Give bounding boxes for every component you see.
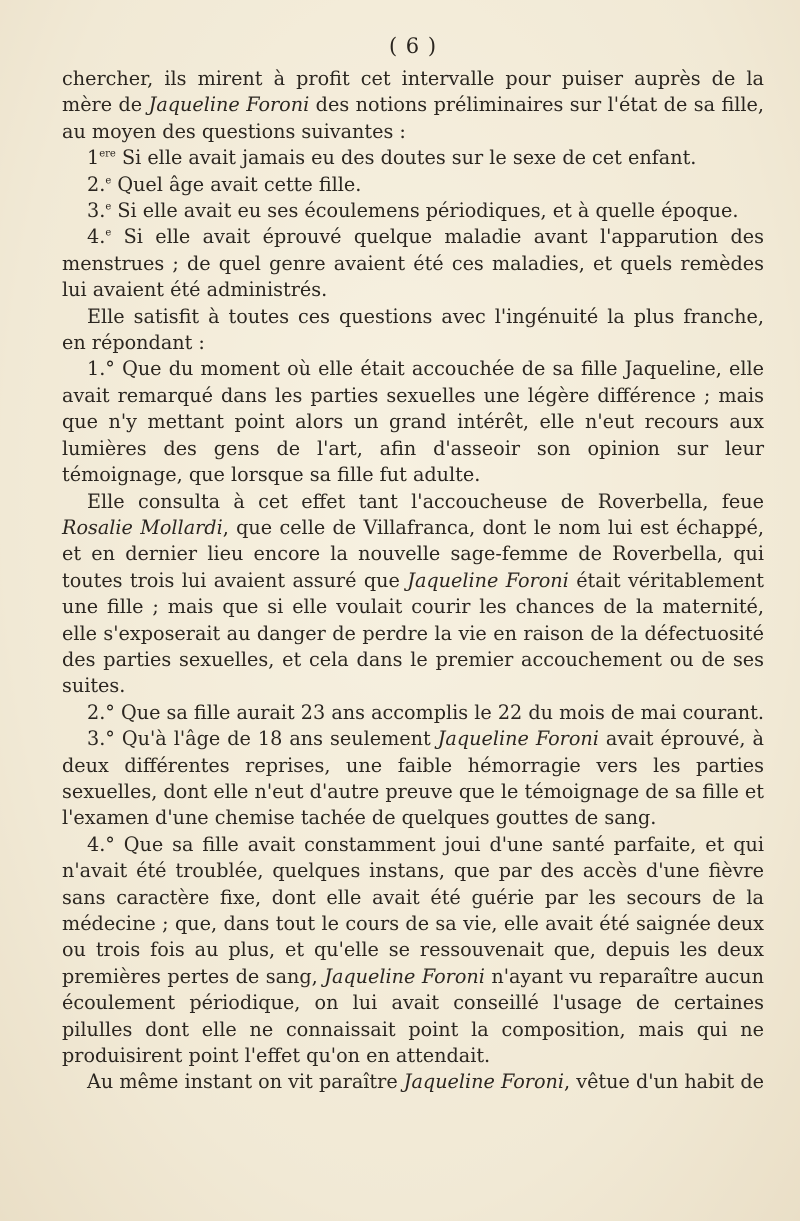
paragraph — [62, 224, 764, 303]
text-run: Elle consulta à cet effet tant l'accoucheuse de Roverbella, feue — [87, 489, 764, 513]
text-run: Au même instant on vit paraître — [87, 1070, 404, 1094]
text-run: chercher, ils mirent à profit cet intervalle pour puiser auprès de la mère de — [62, 67, 764, 117]
paragraph — [62, 304, 764, 357]
ordinal-superscript: ere — [99, 148, 116, 160]
paragraph — [62, 1069, 764, 1095]
text-run: Si elle avait éprouvé quelque maladie avant l'apparution des menstrues ; de quel genre avaient été ces maladies, et quels remèdes lui avaient été administrés. — [62, 225, 764, 302]
ordinal-superscript: e — [105, 175, 112, 187]
text-run: des notions préliminaires sur l'état de sa fille, au moyen des questions suivantes : — [62, 93, 765, 143]
text-run: était véritablement une fille ; mais que si elle voulait courir les chances de la maternité, elle s'exposerait au danger de perdre la vie en raison de la défectuosité des parties sexuelles, et cela dans le premier accouchement ou de ses suites. — [62, 568, 764, 698]
ordinal-superscript: e — [105, 228, 112, 240]
text-run: Quel âge avait cette fille. — [111, 172, 362, 196]
question-item — [62, 198, 764, 224]
text-run: n'ayant vu reparaître aucun écoulement périodique, on lui avait conseillé l'usage de certaines pilulles dont elle ne connaissait point la composition, mais qui ne produisirent point l'effet qu'on en attendait. — [62, 964, 765, 1068]
italic-name: Jaqueline Foroni — [148, 93, 310, 117]
italic-name: Jaqueline Foroni — [324, 964, 485, 988]
italic-name: Rosalie Mollardi — [62, 515, 223, 539]
text-run: 4. — [87, 225, 106, 249]
italic-name: Jaqueline Foroni — [403, 1070, 565, 1094]
paragraph — [62, 356, 764, 488]
page-body-text — [62, 66, 764, 1096]
italic-name: Jaqueline Foroni — [437, 727, 599, 751]
italic-name: Jaqueline Foroni — [407, 568, 569, 592]
text-run: avait éprouvé, à deux différentes reprises, une faible hémorragie vers les parties sexuelles, dont elle n'eut d'autre preuve que le témoignage de sa fille et l'examen d'une chemise tachée de quelques gouttes de sang. — [62, 727, 764, 830]
text-run: , vêtue d'un habit de — [564, 1070, 764, 1094]
ordinal-superscript: e — [105, 201, 112, 213]
text-run: 2.° Que sa fille aurait 23 ans accomplis le 22 du mois de mai courant. — [87, 700, 764, 724]
text-run: Si elle avait eu ses écoulemens périodiques, et à quelle époque. — [111, 199, 739, 223]
paragraph — [62, 66, 764, 145]
text-run: 3. — [87, 199, 106, 223]
page-number: ( 6 ) — [388, 34, 438, 58]
paragraph — [62, 726, 764, 832]
text-run: 1 — [87, 146, 100, 170]
text-run: , que celle de Villafranca, dont le nom lui est échappé, et en dernier lieu encore la nouvelle sage-femme de Roverbella, qui toutes trois lui avaient assuré que — [62, 515, 765, 592]
question-item — [62, 145, 764, 171]
text-run: 4.° Que sa fille avait constamment joui d'une santé parfaite, et qui n'avait été troublée, quelques instans, que par des accès d'une fièvre sans caractère fixe, dont elle avait été guérie par les secours de la médecine ; que, dans tout le cours de sa vie, elle avait été saignée deux ou trois fois au plus, et qu'elle se ressouvenait que, depuis les deux premières pertes de sang, — [62, 832, 764, 988]
text-run: Si elle avait jamais eu des doutes sur le sexe de cet enfant. — [115, 146, 697, 170]
paragraph — [62, 700, 764, 726]
text-run: Elle satisfit à toutes ces questions avec l'ingénuité la plus franche, en répondant : — [62, 304, 764, 355]
text-run: 3.° Qu'à l'âge de 18 ans seulement — [87, 727, 438, 751]
text-run: 1.° Que du moment où elle était accouchée de sa fille Jaqueline, elle avait remarqué dans les parties sexuelles une légère différence ; mais que n'y mettant point alors un grand intérêt, elle n'eut recours aux lumières des gens de l'art, afin d'asseoir son opinion sur leur témoignage, que lorsque sa fille fut adulte. — [62, 357, 764, 487]
paragraph — [62, 832, 764, 1070]
question-item — [62, 172, 764, 198]
text-run: 2. — [87, 172, 106, 196]
paragraph — [62, 489, 764, 700]
